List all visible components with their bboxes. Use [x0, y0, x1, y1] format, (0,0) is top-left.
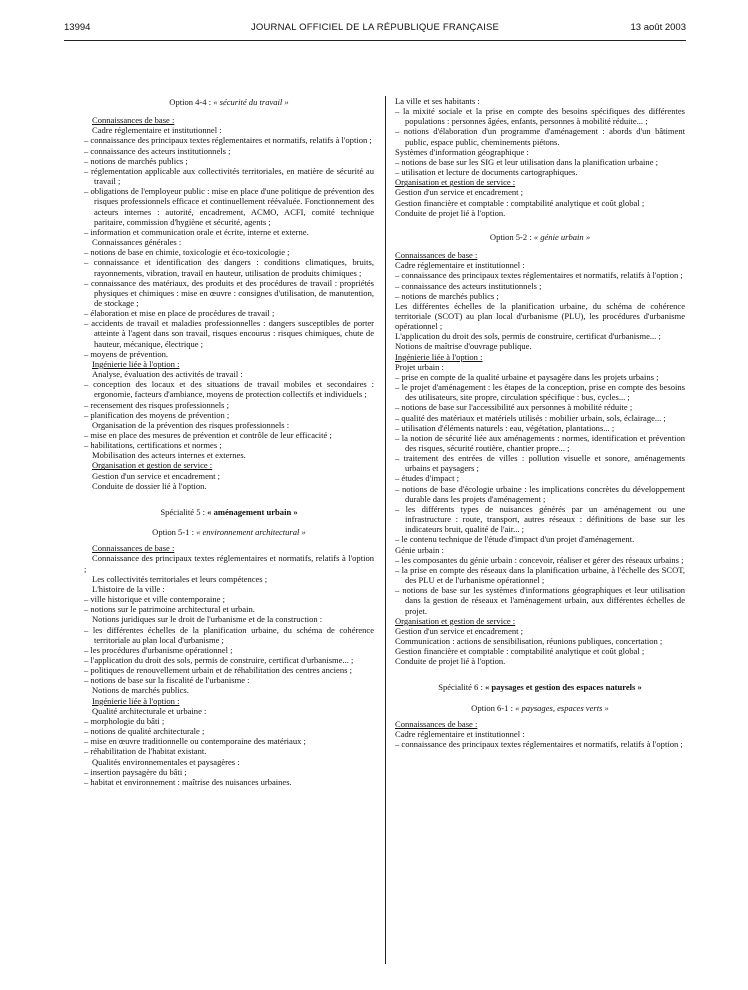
section-heading: Ingénierie liée à l'option :: [92, 358, 180, 369]
list-item: – recensement des risques professionnels ;: [84, 399, 230, 410]
list-item: – connaissance des acteurs institutionnels ;: [395, 280, 542, 291]
list-item: – obligations de l'employeur public : mise en place d'une politique de prévention des risques professionnels efficace et continuellement réévaluée. Fonctionnement des acteurs internes : autorité, encadrement, ACMO, ACFI, comité technique paritaire, commission d'hygiène et sécurité, agents ;: [84, 186, 374, 227]
section-heading: Organisation et gestion de service :: [92, 460, 213, 471]
paragraph: Gestion d'un service et encadrement ;: [395, 625, 524, 636]
paragraph: Connaissances générales :: [92, 237, 182, 248]
list-item: – élaboration et mise en place de procédures de travail ;: [84, 308, 275, 319]
paragraph: La ville et ses habitants :: [395, 96, 480, 106]
list-item: – notions de marchés publics ;: [395, 290, 499, 301]
list-item: – le contenu technique de l'étude d'impact d'un projet d'aménagement.: [395, 534, 635, 545]
paragraph: Les collectivités territoriales et leurs compétences ;: [92, 573, 268, 584]
section-heading: Organisation et gestion de service :: [395, 615, 516, 626]
paragraph: Génie urbain :: [395, 544, 444, 555]
list-item: – habilitations, certifications et normes ;: [84, 440, 222, 451]
list-item: – la prise en compte des réseaux dans la planification urbaine, à l'échelle des SCOT, des PLU et de l'urbanisme opérationnel ;: [395, 564, 685, 586]
specialty-heading: Spécialité 6 : « paysages et gestion des espaces naturels »: [438, 682, 642, 693]
list-item: – prise en compte de la qualité urbaine et paysagère dans les projets urbains ;: [395, 371, 659, 382]
paragraph: Notions de maîtrise d'ouvrage publique.: [395, 341, 532, 352]
paragraph: Projet urbain :: [395, 361, 444, 372]
list-item: – utilisation et lecture de documents cartographiques.: [395, 167, 578, 178]
list-item: – le projet d'aménagement : les étapes de la conception, prise en compte des besoins des utilisateurs, site propre, circulation spécifique : bus, cycles... ;: [395, 382, 685, 403]
list-item: – réhabilitation de l'habitat existant.: [84, 746, 207, 757]
list-item: – traitement des entrées de villes : pollution visuelle et sonore, aménagements urbains et paysagers ;: [395, 453, 685, 474]
list-item: – réglementation applicable aux collectivités territoriales, en matière de sécurité au travail ;: [84, 165, 374, 187]
list-item: – morphologie du bâti ;: [84, 715, 165, 726]
issue-date: 13 août 2003: [630, 22, 686, 33]
list-item: – mise en place des mesures de prévention et contrôle de leur efficacité ;: [84, 430, 332, 440]
list-item: – connaissance et identification des dangers : conditions climatiques, bruits, rayonnements, vibration, travail en hauteur, utilisation de produits chimiques ;: [84, 257, 374, 278]
list-item: – mise en œuvre traditionnelle ou contemporaine des matériaux ;: [84, 736, 306, 747]
paragraph: L'histoire de la ville :: [92, 583, 165, 594]
list-item: – information et communication orale et écrite, interne et externe.: [84, 226, 309, 237]
list-item: – les composantes du génie urbain : concevoir, réaliser et gérer des réseaux urbains ;: [395, 554, 684, 565]
list-item: – politiques de renouvellement urbain et de réhabilitation des centres anciens ;: [84, 665, 352, 676]
paragraph: Conduite de projet lié à l'option.: [395, 656, 506, 667]
list-item: – notions sur le patrimoine architectural et urbain.: [84, 604, 255, 615]
paragraph: Organisation de la prévention des risques professionnels :: [92, 419, 290, 430]
paragraph: Gestion d'un service et encadrement ;: [92, 470, 221, 481]
list-item: – ville historique et ville contemporaine ;: [84, 594, 225, 605]
option-heading: Option 5-1 : « environnement architectural »: [152, 527, 306, 538]
paragraph: Conduite de projet lié à l'option.: [395, 207, 506, 218]
paragraph: Communication : actions de sensibilisation, réunions publiques, concertation ;: [395, 635, 663, 646]
list-item: – notions de base en chimie, toxicologie et éco-toxicologie ;: [84, 247, 290, 258]
list-item: – habitat et environnement : maîtrise des nuisances urbaines.: [84, 776, 292, 787]
list-item: – la notion de sécurité liée aux aménagements : normes, identification et prévention des risques, sécurité routière, chantier propre... ;: [395, 432, 685, 453]
header-rule: [64, 40, 686, 41]
paragraph: Mobilisation des acteurs internes et externes.: [92, 450, 246, 461]
section-heading: Ingénierie liée à l'option :: [395, 351, 483, 362]
list-item: – les différentes échelles de la planification urbaine, du schéma de cohérence territoriale au plan local d'urbanisme ;: [84, 624, 374, 645]
list-item: – qualité des matériaux et matériels utilisés : mobilier urbain, sols, éclairage... ;: [395, 412, 666, 423]
paragraph: Cadre réglementaire et institutionnel :: [395, 260, 525, 271]
list-item: – l'application du droit des sols, permis de construire, certificat d'urbanisme... ;: [84, 654, 354, 665]
list-item: – études d'impact ;: [395, 473, 459, 484]
section-heading: Ingénierie liée à l'option :: [92, 695, 180, 706]
list-item: – la mixité sociale et la prise en compte des besoins spécifiques des différentes populations : personnes âgées, enfants, personnes à mobilité réduite... ;: [395, 106, 685, 127]
column-divider: [385, 96, 386, 964]
paragraph: Cadre réglementaire et institutionnel :: [395, 728, 525, 739]
list-item: – notions de base sur les SIG et leur utilisation dans la planification urbaine ;: [395, 156, 658, 167]
left-column: [84, 97, 374, 787]
paragraph: Gestion financière et comptable : comptabilité analytique et coût global ;: [395, 197, 645, 208]
section-heading: Connaissances de base :: [92, 543, 175, 554]
list-item: – connaissance des principaux textes réglementaires et normatifs, relatifs à l'option ;: [395, 270, 683, 281]
section-heading: Connaissances de base :: [395, 718, 478, 729]
option-heading: Option 4-4 : « sécurité du travail »: [169, 97, 289, 107]
option-heading: Option 5-2 : « génie urbain »: [489, 231, 591, 242]
page-number: 13994: [64, 22, 91, 33]
list-item: – notions de base sur les systèmes d'informations géographiques et leur utilisation dans la gestion de réseaux et l'aménagement urbain, aux différentes échelles de projet.: [395, 585, 685, 616]
paragraph: Connaissance des principaux textes réglementaires et normatifs, relatifs à l'option ;: [84, 553, 374, 574]
option-heading: Option 6-1 : « paysages, espaces verts »: [471, 702, 609, 713]
paragraph: Analyse, évaluation des activités de travail :: [92, 369, 243, 380]
list-item: – les procédures d'urbanisme opérationnel ;: [84, 644, 233, 655]
journal-title: JOURNAL OFFICIEL DE LA RÉPUBLIQUE FRANÇAISE: [250, 22, 500, 33]
specialty-heading: Spécialité 5 : « aménagement urbain »: [160, 506, 298, 517]
paragraph: Gestion financière et comptable : comptabilité analytique et coût global ;: [395, 646, 645, 657]
paragraph: Notions juridiques sur le droit de l'urbanisme et de la construction :: [92, 614, 323, 625]
list-item: – connaissance des principaux textes réglementaires et normatifs, relatifs à l'option ;: [84, 135, 372, 146]
list-item: – moyens de prévention.: [84, 348, 169, 359]
paragraph: Qualités environnementales et paysagères :: [92, 756, 240, 767]
list-item: – connaissance des acteurs institutionnels ;: [84, 145, 231, 156]
paragraph: Qualité architecturale et urbaine :: [92, 705, 207, 716]
right-column: [395, 96, 685, 749]
list-item: – notions de base sur la fiscalité de l'urbanisme :: [84, 675, 250, 686]
page-header: [64, 22, 686, 36]
paragraph: Cadre réglementaire et institutionnel :: [92, 125, 222, 136]
list-item: – notions d'élaboration d'un programme d'aménagement : abords d'un bâtiment public, espace public, cheminements piétons.: [395, 126, 685, 147]
list-item: – connaissance des principaux textes réglementaires et normatifs, relatifs à l'option ;: [395, 739, 683, 750]
list-item: – notions de marchés publics ;: [84, 155, 188, 166]
list-item: – les différents types de nuisances générés par un aménagement ou une infrastructure : route, transport, autres réseaux : définitions de base sur les indicateurs bruit, qualité de l'air... ;: [395, 503, 685, 535]
paragraph: Gestion d'un service et encadrement ;: [395, 187, 524, 198]
paragraph: Notions de marchés publics.: [92, 685, 189, 696]
paragraph: Les différentes échelles de la planification urbaine, du schéma de cohérence territoriale (SCOT) au plan local d'urbanisme (PLU), les procédures d'urbanisme opérationnel ;: [395, 300, 685, 332]
list-item: – planification des moyens de prévention ;: [84, 409, 230, 420]
list-item: – connaissance des matériaux, des produits et des procédures de travail : propriétés physiques et chimiques : mise en œuvre : consignes d'utilisation, de manutention, de stockage ;: [84, 277, 374, 308]
list-item: – notions de base d'écologie urbaine : les implications concrètes du développement durable dans les projets d'aménagement ;: [395, 483, 685, 504]
list-item: – conception des locaux et des situations de travail mobiles et secondaires : ergonomie, facteurs d'ambiance, moyens de protection collectifs et individuels ;: [84, 379, 374, 400]
section-heading: Organisation et gestion de service :: [395, 177, 516, 188]
list-item: – notions de base sur l'accessibilité aux personnes à mobilité réduite ;: [395, 402, 633, 413]
list-item: – utilisation d'éléments naturels : eau, végétation, plantations... ;: [395, 422, 615, 433]
list-item: – accidents de travail et maladies professionnelles : dangers susceptibles de porter atteinte à l'agent dans son travail, risques encourus : risques chimiques, chute de hauteur, mécanique, électrique ;: [84, 318, 374, 349]
paragraph: Systèmes d'information géographique :: [395, 146, 529, 157]
list-item: – notions de qualité architecturale ;: [84, 726, 205, 737]
paragraph: Conduite de dossier lié à l'option.: [92, 480, 207, 491]
list-item: – insertion paysagère du bâti ;: [84, 766, 187, 777]
paragraph: L'application du droit des sols, permis de construire, certificat d'urbanisme... ;: [395, 331, 661, 342]
section-heading: Connaissances de base :: [395, 250, 478, 261]
section-heading: Connaissances de base :: [92, 115, 175, 126]
